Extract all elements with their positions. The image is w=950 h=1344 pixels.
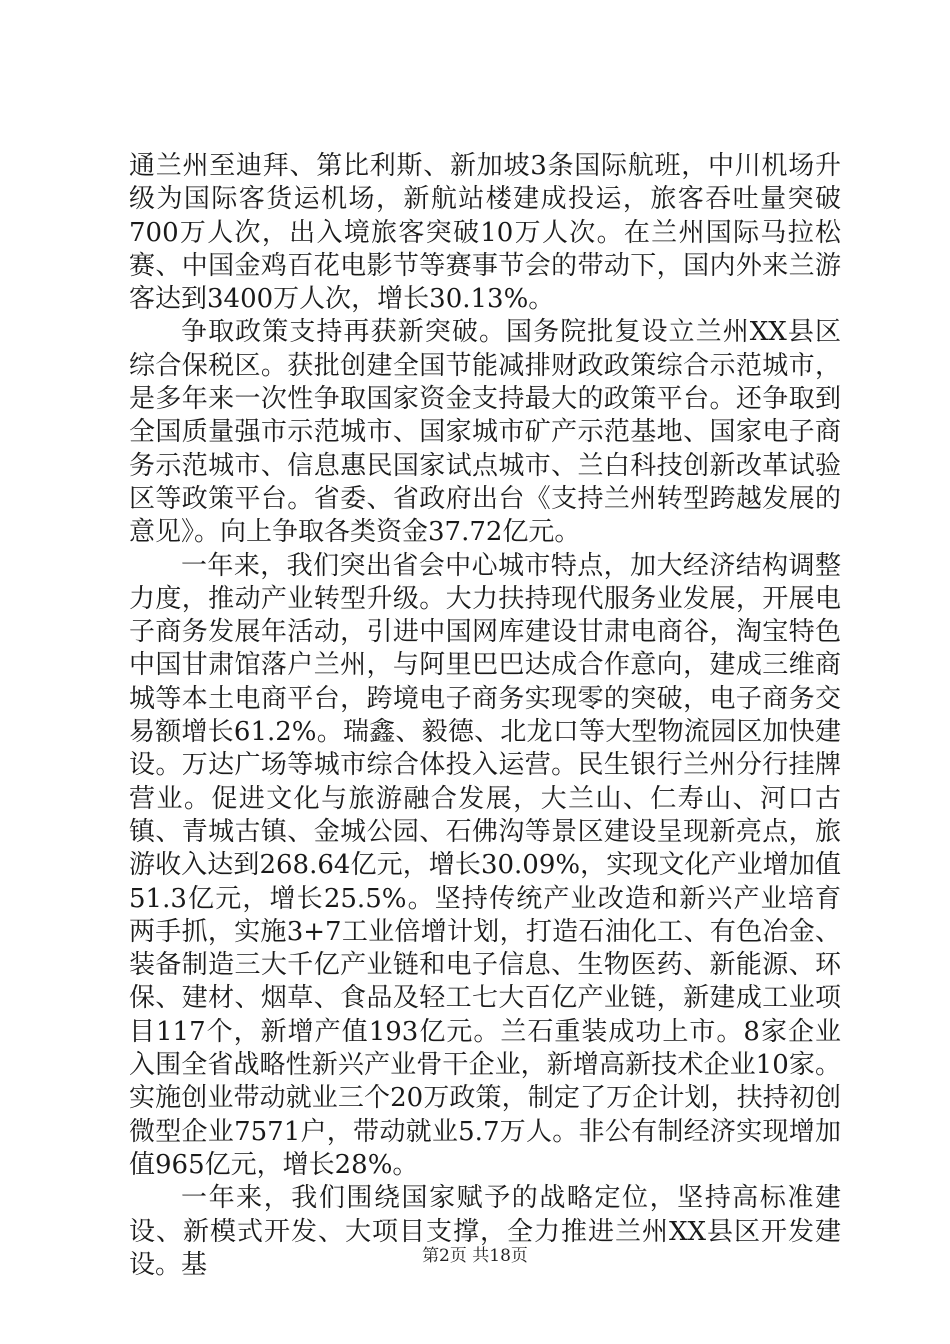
page-footer: 第2页 共18页 — [422, 1246, 528, 1266]
paragraph-new-area-development: 一年来，我们围绕国家赋予的战略定位，坚持高标准建设、新模式开发、大项目支撑，全力推进兰州XX县区开发建设。基 — [129, 1183, 841, 1280]
paragraph-aviation-tourism: 通兰州至迪拜、第比利斯、新加坡3条国际航班，中川机场升级为国际客货运机场，新航站楼建成投运，旅客吞吐量突破700万人次，出入境旅客突破10万人次。在兰州国际马拉松赛、中国金鸡百花电影节等赛事节会的带动下，国内外来兰游客达到3400万人次，增长30.13%。 — [129, 151, 841, 315]
document-body — [129, 150, 841, 1282]
paragraph-industry-transformation: 一年来，我们突出省会中心城市特点，加大经济结构调整力度，推动产业转型升级。大力扶持现代服务业发展，开展电子商务发展年活动，引进中国网库建设甘肃电商谷，淘宝特色中国甘肃馆落户兰州，与阿里巴巴达成合作意向，建成三维商城等本土电商平台，跨境电子商务实现零的突破，电子商务交易额增长61.2%。瑞鑫、毅德、北龙口等大型物流园区加快建设。万达广场等城市综合体投入运营。民生银行兰州分行挂牌营业。促进文化与旅游融合发展，大兰山、仁寿山、河口古镇、青城古镇、金城公园、石佛沟等景区建设呈现新亮点，旅游收入达到268.64亿元，增长30.09%，实现文化产业增加值51.3亿元，增长25.5%。坚持传统产业改造和新兴产业培育两手抓，实施3+7工业倍增计划，打造石油化工、有色冶金、装备制造三大千亿产业链和电子信息、生物医药、新能源、环保、建材、烟草、食品及轻工七大百亿产业链，新建成工业项目117个，新增产值193亿元。兰石重装成功上市。8家企业入围全省战略性新兴产业骨干企业，新增高新技术企业10家。实施创业带动就业三个20万政策，制定了万企计划，扶持初创微型企业7571户，带动就业5.7万人。非公有制经济实现增加值965亿元，增长28%。 — [129, 550, 841, 1180]
paragraph-policy-support: 争取政策支持再获新突破。国务院批复设立兰州XX县区综合保税区。获批创建全国节能减排财政政策综合示范城市，是多年来一次性争取国家资金支持最大的政策平台。还争取到全国质量强市示范城市、国家城市矿产示范基地、国家电子商务示范城市、信息惠民国家试点城市、兰白科技创新改革试验区等政策平台。省委、省政府出台《支持兰州转型跨越发展的意见》。向上争取各类资金37.72亿元。 — [129, 317, 841, 548]
